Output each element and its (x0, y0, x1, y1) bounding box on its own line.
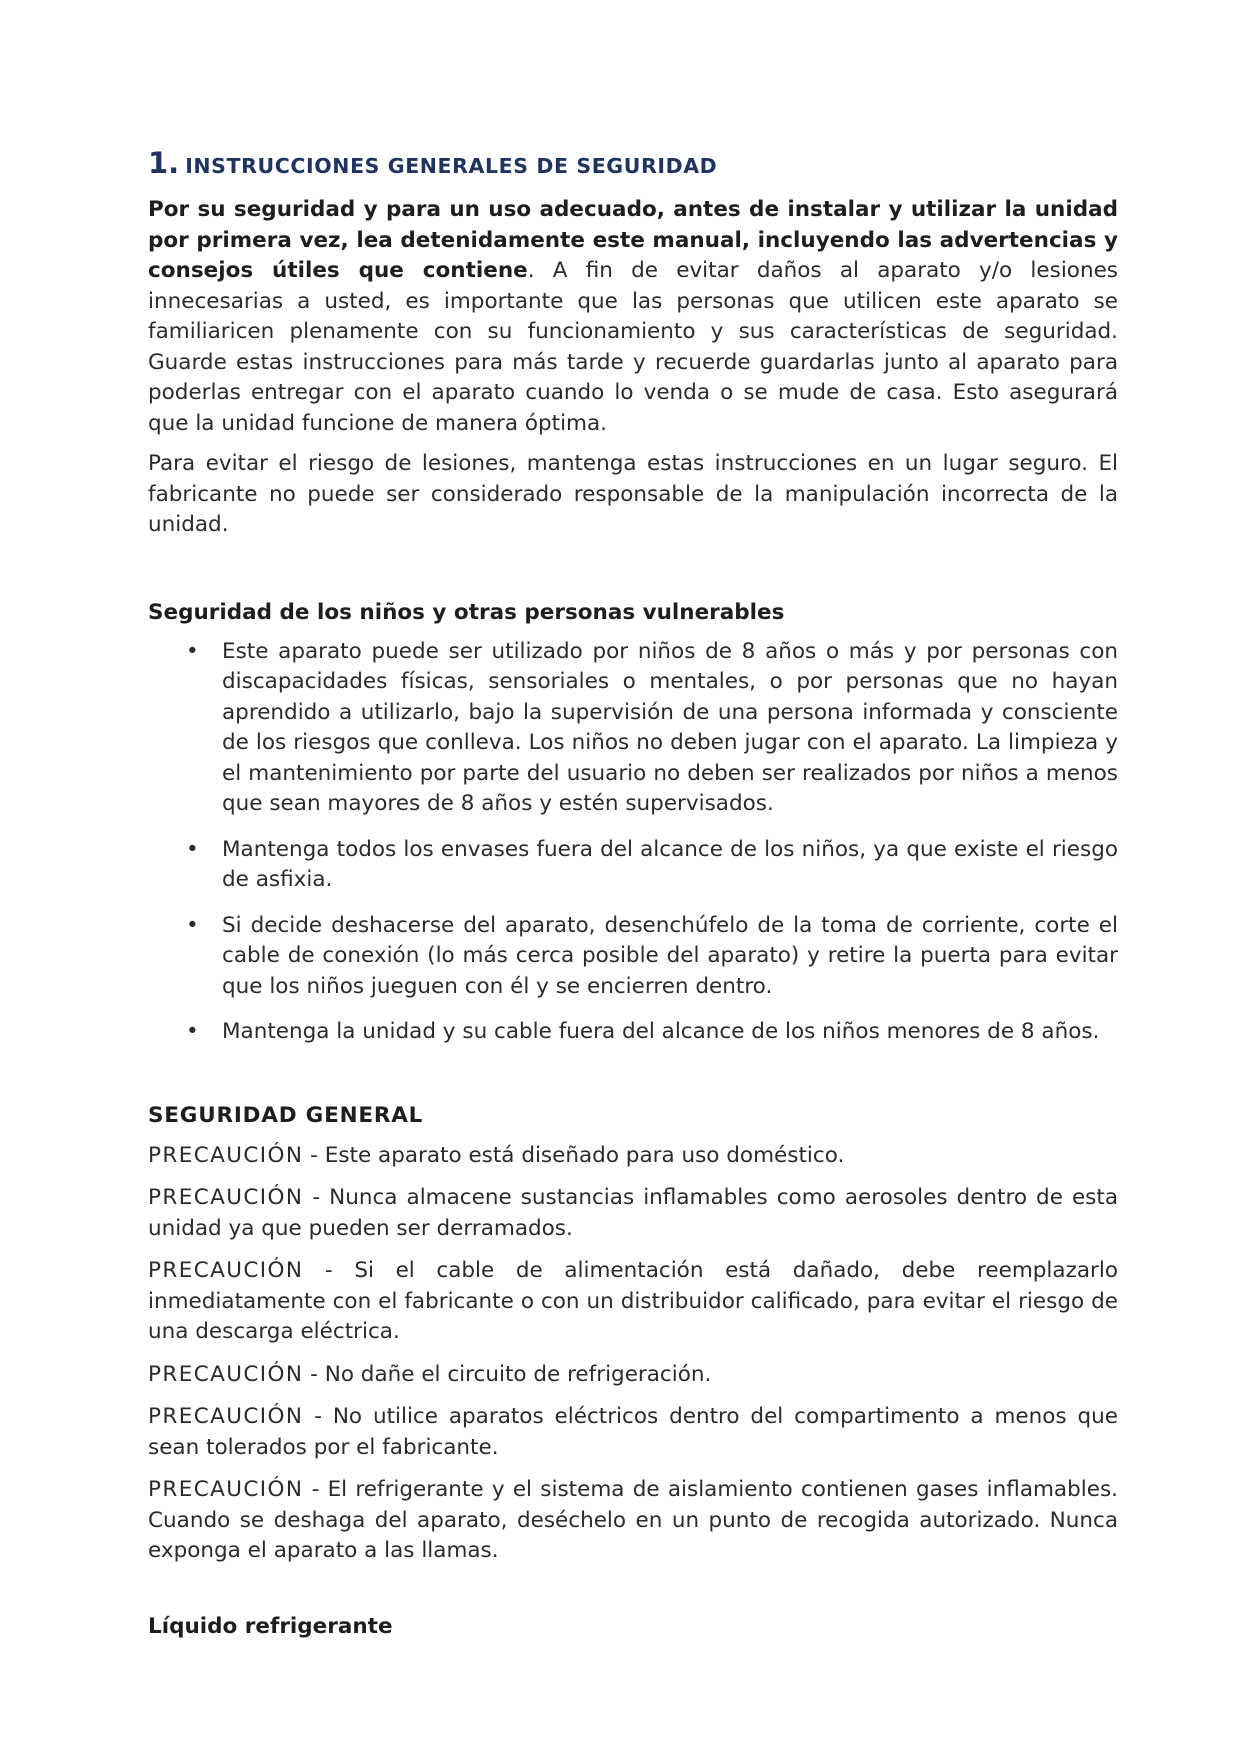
list-item (148, 1017, 1118, 1048)
intro-bold-text: Por su seguridad y para un uso adecuado, antes de instalar y utilizar la unidad por primera vez, lea detenidamente este manual, incluyendo las advertencias y consejos útiles que contiene (148, 197, 1118, 283)
caution-text: - Nunca almacene sustancias inflamables como aerosoles dentro de esta unidad ya que pueden ser derramados. (148, 1185, 1118, 1241)
caution-text: - Si el cable de alimentación está dañado, debe reemplazarlo inmediatamente con el fabricante o con un distribuidor calificado, para evitar el riesgo de una descarga eléctrica. (148, 1258, 1118, 1344)
caution-text: - No dañe el circuito de refrigeración. (303, 1361, 712, 1387)
caution-label: PRECAUCIÓN (148, 1361, 304, 1387)
section-title (148, 146, 1118, 183)
caution-paragraph (148, 1256, 1118, 1348)
children-safety-list (148, 637, 1118, 1048)
list-item (148, 911, 1118, 1003)
caution-paragraph (148, 1402, 1118, 1463)
bullet-icon: • (186, 912, 199, 938)
list-item-text: Mantenga la unidad y su cable fuera del alcance de los niños menores de 8 años. (222, 1019, 1100, 1044)
section-number: 1. (148, 146, 180, 180)
caution-paragraph (148, 1141, 1118, 1172)
caution-paragraph (148, 1475, 1118, 1567)
intro-paragraph (148, 195, 1118, 439)
children-safety-heading: Seguridad de los niños y otras personas vulnerables (148, 599, 785, 625)
bullet-icon: • (186, 836, 199, 862)
section-title-text: INSTRUCCIONES GENERALES DE SEGURIDAD (185, 154, 718, 178)
bullet-icon: • (186, 638, 199, 664)
caution-label: PRECAUCIÓN (148, 1142, 304, 1168)
intro-second-paragraph: Para evitar el riesgo de lesiones, mantenga estas instrucciones en un lugar seguro. El fabricante no puede ser considerado responsable de la manipulación incorrecta de la unidad. (148, 451, 1118, 537)
caution-label: PRECAUCIÓN (148, 1477, 304, 1502)
list-item-text: Si decide deshacerse del aparato, desenchúfelo de la toma de corriente, corte el cable de conexión (lo más cerca posible del aparato) y retire la puerta para evitar que los niños jueguen con él y se encierren dentro. (222, 912, 1118, 999)
list-item-text: Mantenga todos los envases fuera del alcance de los niños, ya que existe el riesgo de asfixia. (222, 836, 1118, 892)
list-item (148, 835, 1118, 896)
list-item (148, 637, 1118, 820)
list-item-text: Este aparato puede ser utilizado por niños de 8 años o más y por personas con discapacidades físicas, sensoriales o mentales, o por personas que no hayan aprendido a utilizarlo, bajo la supervisión de una persona informada y consciente de los riesgos que conlleva. Los niños no deben jugar con el aparato. La limpieza y el mantenimiento por parte del usuario no deben ser realizados por niños a menos que sean mayores de 8 años y estén supervisados. (222, 638, 1118, 816)
caution-paragraph (148, 1360, 1118, 1391)
caution-label: PRECAUCIÓN (148, 1404, 304, 1429)
refrigerant-heading: Líquido refrigerante (148, 1613, 393, 1639)
caution-text: - No utilice aparatos eléctricos dentro del compartimento a menos que sean tolerados por el fabricante. (148, 1404, 1118, 1460)
caution-text: - Este aparato está diseñado para uso doméstico. (303, 1142, 845, 1168)
caution-text: - El refrigerante y el sistema de aislamiento contienen gases inflamables. Cuando se deshaga del aparato, deséchelo en un punto de recogida autorizado. Nunca exponga el aparato a las llamas. (148, 1477, 1118, 1563)
caution-label: PRECAUCIÓN (148, 1258, 304, 1283)
bullet-icon: • (186, 1019, 199, 1044)
caution-paragraph (148, 1183, 1118, 1244)
caution-label: PRECAUCIÓN (148, 1185, 304, 1210)
intro-rest-text: . A fin de evitar daños al aparato y/o lesiones innecesarias a usted, es importante que las personas que utilicen este aparato se familiaricen plenamente con su funcionamiento y sus características de seguridad. Guarde estas instrucciones para más tarde y recuerde guardarlas junto al aparato para poderlas entregar con el aparato cuando lo venda o se mude de casa. Esto asegurará que la unidad funcione de manera óptima. (148, 258, 1118, 436)
general-safety-heading: SEGURIDAD GENERAL (148, 1102, 424, 1128)
